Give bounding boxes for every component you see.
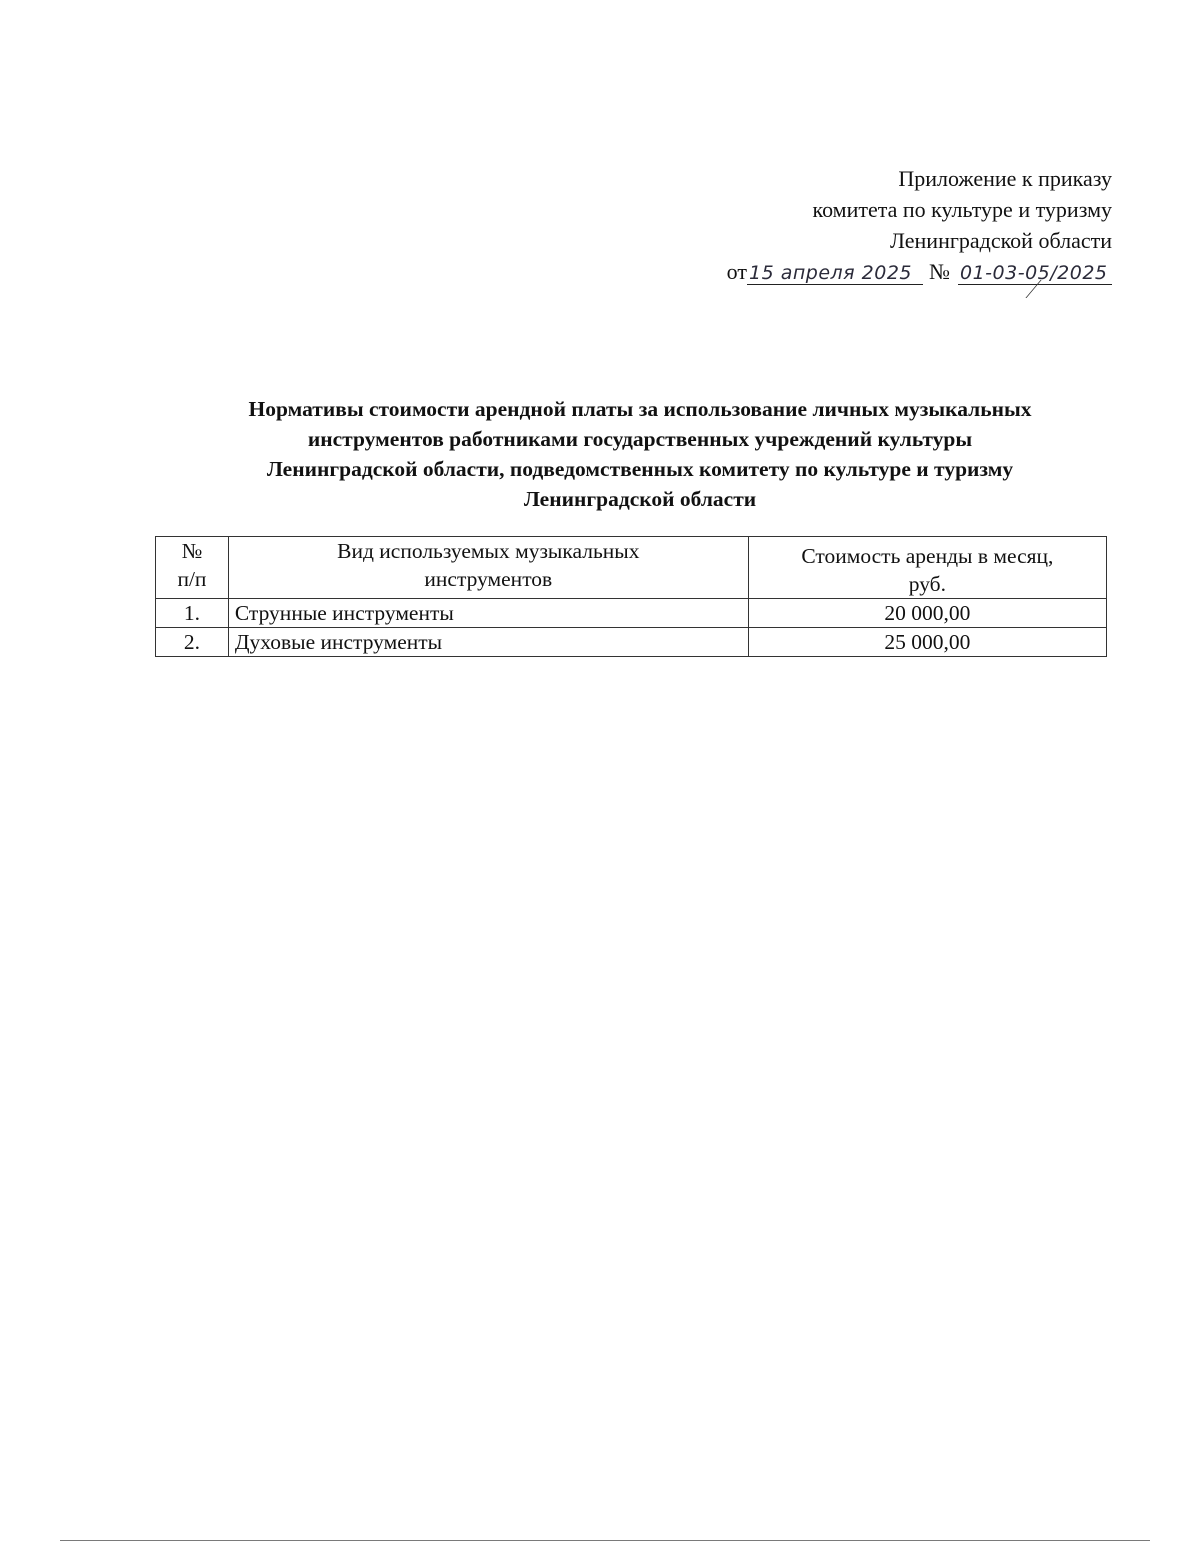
header-number	[156, 537, 229, 599]
header-number-line-2: п/п	[177, 567, 207, 591]
rent-rates-table	[155, 536, 1107, 657]
appendix-date-line	[727, 256, 1112, 287]
title-line-1: Нормативы стоимости арендной платы за использование личных музыкальных	[248, 397, 1032, 421]
header-cost-line-1: Стоимость аренды в месяц,	[801, 544, 1054, 568]
row-instrument-kind: Духовые инструменты	[228, 628, 748, 657]
table-header-row	[156, 537, 1107, 599]
header-kind-line-1: Вид используемых музыкальных	[337, 539, 640, 563]
title-line-2: инструментов работниками государственных учреждений культуры	[307, 427, 973, 451]
header-kind-line-2: инструментов	[424, 567, 553, 591]
title-line-4: Ленинградской области	[523, 487, 757, 511]
row-monthly-cost: 25 000,00	[748, 628, 1106, 657]
header-number-line-1: №	[181, 539, 203, 563]
date-prefix: от	[726, 259, 747, 284]
order-reference	[727, 256, 1112, 287]
appendix-line-3: Ленинградской области	[890, 228, 1112, 253]
table-row	[156, 628, 1107, 657]
appendix-block	[727, 163, 1112, 287]
table-row	[156, 599, 1107, 628]
header-cost-line-2: руб.	[908, 572, 946, 596]
row-number: 1.	[156, 599, 229, 628]
document-title	[150, 394, 1130, 514]
header-monthly-cost	[748, 537, 1106, 599]
appendix-line-2: комитета по культуре и туризму	[812, 197, 1112, 222]
header-instrument-kind	[228, 537, 748, 599]
scan-edge-line	[60, 1540, 1150, 1541]
row-monthly-cost: 20 000,00	[748, 599, 1106, 628]
appendix-line-1: Приложение к приказу	[898, 166, 1112, 191]
row-number: 2.	[156, 628, 229, 657]
number-sign: №	[929, 259, 950, 284]
row-instrument-kind: Струнные инструменты	[228, 599, 748, 628]
handwritten-order-number: 01-03-05/2025	[958, 262, 1112, 285]
title-line-3: Ленинградской области, подведомственных комитету по культуре и туризму	[266, 457, 1014, 481]
handwritten-date: 15 апреля 2025	[747, 262, 923, 285]
